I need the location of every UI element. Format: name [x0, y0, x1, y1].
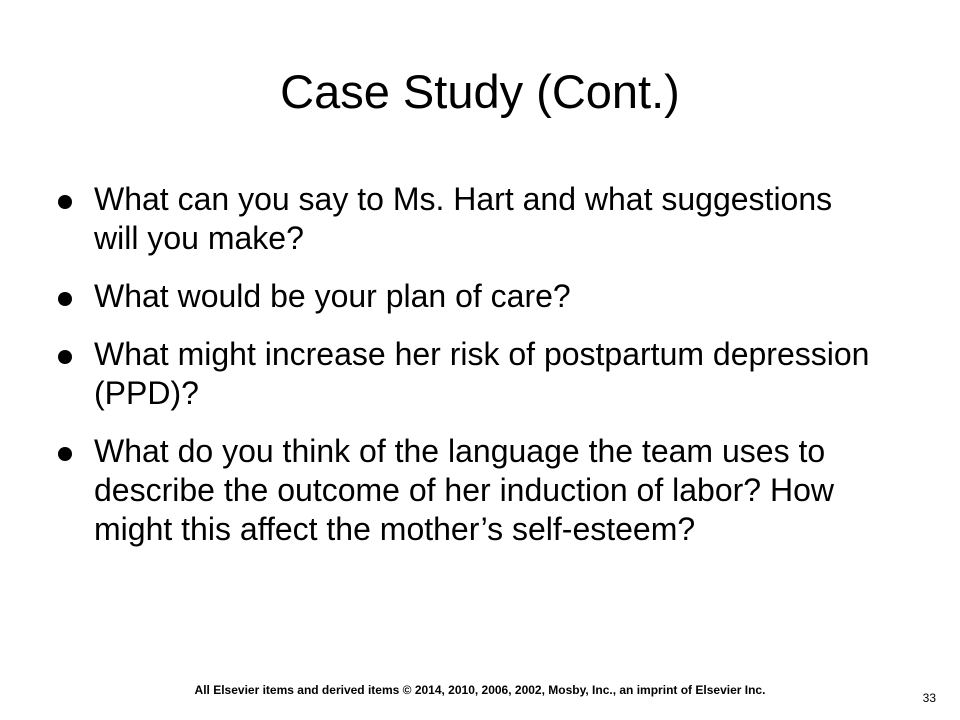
- bullet-icon: [58, 447, 72, 461]
- bullet-item: [58, 180, 878, 258]
- bullet-text: What would be your plan of care?: [94, 278, 571, 314]
- bullet-item: [58, 277, 878, 316]
- slide-title: Case Study (Cont.): [280, 65, 680, 118]
- bullet-text: What might increase her risk of postpartum depression (PPD)?: [94, 336, 870, 411]
- page-number: 33: [922, 691, 936, 705]
- bullet-icon: [58, 195, 72, 209]
- copyright-footer: All Elsevier items and derived items © 2014, 2010, 2006, 2002, Mosby, Inc., an imprint of Elsevier Inc.: [194, 683, 766, 697]
- bullet-icon: [58, 350, 72, 364]
- bullet-item: [58, 335, 878, 413]
- bullet-text: What can you say to Ms. Hart and what suggestions will you make?: [94, 181, 833, 256]
- bullet-icon: [58, 292, 72, 306]
- bullet-item: [58, 432, 878, 549]
- bullet-list: [58, 180, 878, 549]
- bullet-text: What do you think of the language the team uses to describe the outcome of her induction of labor? How might this affect the mother’s self-esteem?: [94, 433, 834, 547]
